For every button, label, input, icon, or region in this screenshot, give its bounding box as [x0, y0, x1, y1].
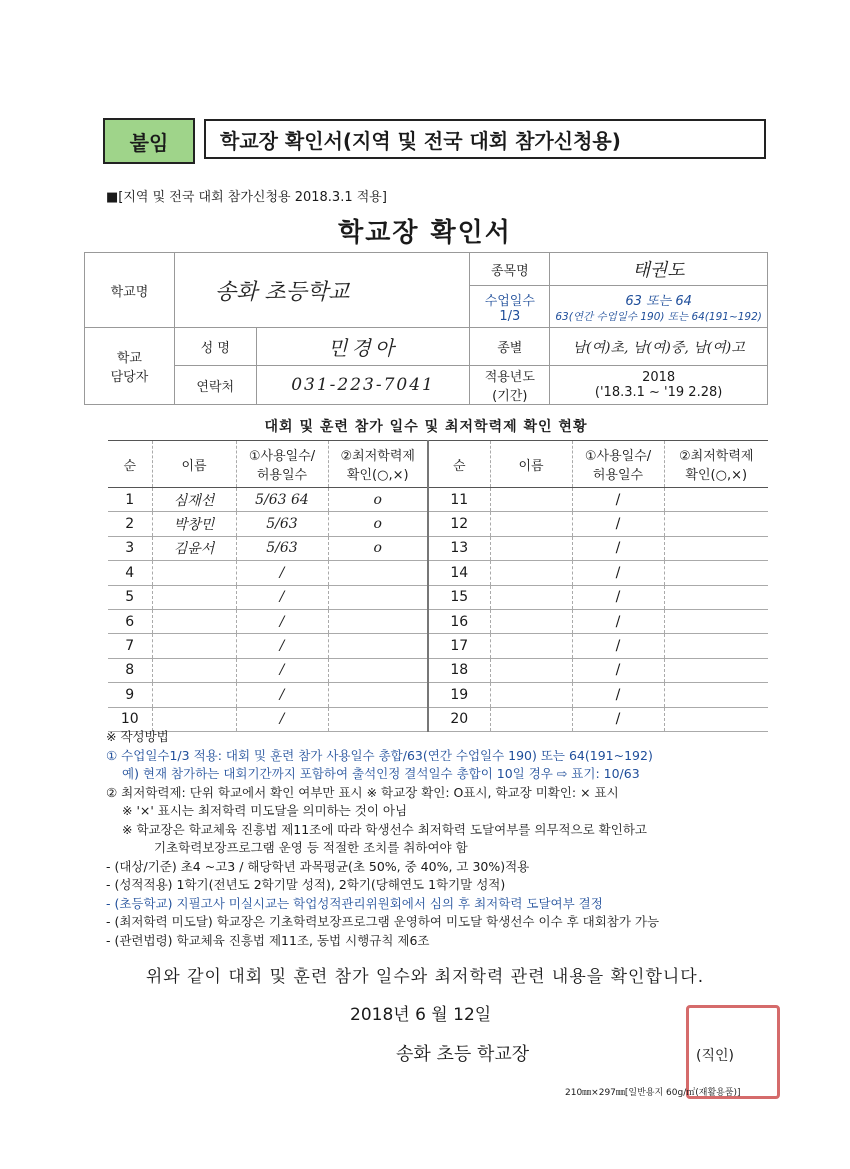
row-num: 3 — [108, 536, 152, 560]
row-num-2: 19 — [428, 683, 490, 707]
row-days: / — [236, 658, 328, 682]
col-check-2-2: 확인(○,×) — [685, 468, 748, 483]
row-num: 8 — [108, 658, 152, 682]
row-num-2: 15 — [428, 585, 490, 609]
row-num: 1 — [108, 488, 152, 512]
row-check-2 — [664, 561, 768, 585]
row-num-2: 11 — [428, 488, 490, 512]
row-days-2: / — [572, 512, 664, 536]
row-check: o — [328, 512, 428, 536]
type-value: 남(여)초, 남(여)중, 남(여)고 — [550, 328, 768, 366]
year-label-1: 적용년도 — [484, 370, 535, 385]
table-row — [108, 609, 768, 633]
participation-title: 대회 및 훈련 참가 일수 및 최저학력제 확인 현황 — [264, 419, 588, 435]
detail-5: - (관련법령) 학교체육 진흥법 제11조, 동법 시행규칙 제6조 — [106, 932, 430, 948]
row-check: o — [328, 536, 428, 560]
row-check — [328, 658, 428, 682]
row-name-2 — [490, 609, 572, 633]
name-label: 성 명 — [174, 328, 256, 366]
class-days-value — [550, 286, 768, 328]
col-days — [236, 441, 328, 488]
class-days-label-2: 1/3 — [499, 308, 521, 324]
year-label-2: (기간) — [492, 389, 528, 404]
table-row — [108, 658, 768, 682]
row-num-2: 13 — [428, 536, 490, 560]
row-check — [328, 609, 428, 633]
contact-label: 연락처 — [174, 366, 256, 405]
row-num: 4 — [108, 561, 152, 585]
row-name-2 — [490, 512, 572, 536]
row-check — [328, 561, 428, 585]
note-2b: ※ '×' 표시는 최저학력 미도달을 의미하는 것이 아님 — [122, 803, 408, 818]
col-check-2-1: ②최저학력제 — [679, 449, 754, 464]
note-1a: ① 수업일수1/3 적용: 대회 및 훈련 참가 사용일수 총합/63(연간 수업일수 190) 또는 64(191~192) — [106, 747, 653, 763]
principal-signature: 송화 초등 학교장 — [396, 1044, 530, 1065]
col-num: 순 — [108, 441, 152, 488]
col-days-2-group — [572, 441, 664, 488]
note-1b: 예) 현재 참가하는 대회기간까지 포함하여 출석인정 결석일수 총합이 10일 경우 ⇨ 표기: 10/63 — [122, 766, 640, 781]
school-value: 송화 초등학교 — [174, 253, 470, 328]
event-value: 태권도 — [550, 253, 768, 286]
row-check-2 — [664, 512, 768, 536]
attachment-tag: 붙임 — [103, 118, 195, 164]
name-value: 민경아 — [256, 328, 470, 366]
row-num: 7 — [108, 634, 152, 658]
col-num-2: 순 — [428, 441, 490, 488]
row-check-2 — [664, 488, 768, 512]
year-value-2: ('18.3.1 ~ '19 2.28) — [594, 385, 723, 400]
row-num: 6 — [108, 609, 152, 633]
row-days: / — [236, 683, 328, 707]
row-check-2 — [664, 585, 768, 609]
note-2a: ② 최저학력제: 단위 학교에서 확인 여부만 표시 ※ 학교장 확인: O표시, 학교장 미확인: × 표시 — [106, 784, 619, 800]
note-2c: ※ 학교장은 학교체육 진흥법 제11조에 따라 학생선수 최저학력 도달여부를 의무적으로 확인하고 — [122, 821, 647, 837]
col-check-2-group — [664, 441, 768, 488]
row-days: / — [236, 585, 328, 609]
row-check: o — [328, 488, 428, 512]
table-row — [108, 585, 768, 609]
table-row — [108, 512, 768, 536]
manager-label — [85, 328, 175, 405]
row-num-2: 20 — [428, 707, 490, 731]
row-num-2: 16 — [428, 609, 490, 633]
col-check — [328, 441, 428, 488]
row-days: / — [236, 634, 328, 658]
col-days-1: ①사용일수/ — [248, 449, 316, 464]
row-days-2: / — [572, 488, 664, 512]
row-num: 5 — [108, 585, 152, 609]
manager-label-1: 학교 — [116, 351, 142, 366]
row-name-2 — [490, 634, 572, 658]
row-num: 9 — [108, 683, 152, 707]
col-days-2-2: 허용일수 — [592, 468, 644, 483]
class-days-value-2: 63(연간 수업일수 190) 또는 64(191~192) — [555, 310, 762, 323]
applies-note: ■[지역 및 전국 대회 참가신청용 2018.3.1 적용] — [106, 190, 387, 205]
seal-label: (직인) — [696, 1048, 734, 1064]
row-check-2 — [664, 536, 768, 560]
col-check-1: ②최저학력제 — [340, 449, 415, 464]
row-check-2 — [664, 658, 768, 682]
detail-3: - (초등학교) 지필고사 미실시교는 학업성적관리위원회에서 심의 후 최저학력 도달여부 결정 — [106, 895, 603, 911]
document-heading: 학교장 확인서(지역 및 전국 대회 참가신청용) — [204, 119, 766, 159]
row-name-2 — [490, 488, 572, 512]
row-num-2: 14 — [428, 561, 490, 585]
row-days-2: / — [572, 658, 664, 682]
info-table — [84, 252, 768, 405]
col-days-2: 허용일수 — [256, 468, 308, 483]
row-name — [152, 561, 236, 585]
row-num-2: 18 — [428, 658, 490, 682]
school-label: 학교명 — [85, 253, 175, 328]
row-num: 2 — [108, 512, 152, 536]
row-check — [328, 634, 428, 658]
table-row — [108, 536, 768, 560]
detail-1: - (대상/기준) 초4 ~고3 / 해당학년 과목평균(초 50%, 중 40%, 고 30%)적용 — [106, 858, 530, 874]
class-days-value-1: 63 또는 64 — [625, 293, 692, 309]
row-name-2 — [490, 561, 572, 585]
paper-spec: 210㎜×297㎜[일반용지 60g/㎡(재활용품)] — [565, 1088, 741, 1098]
manager-label-2: 담당자 — [110, 370, 149, 385]
row-name — [152, 683, 236, 707]
table-row — [108, 561, 768, 585]
row-days-2: / — [572, 561, 664, 585]
row-days-2: / — [572, 707, 664, 731]
participation-table — [108, 440, 768, 732]
col-name: 이름 — [152, 441, 236, 488]
year-value-1: 2018 — [642, 370, 676, 385]
table-row — [108, 683, 768, 707]
row-days-2: / — [572, 536, 664, 560]
year-label — [470, 366, 550, 405]
row-name-2 — [490, 658, 572, 682]
issue-date: 2018년 6 월 12일 — [350, 1005, 492, 1025]
contact-value: 031-223-7041 — [256, 366, 470, 405]
row-name: 심재선 — [152, 488, 236, 512]
row-name — [152, 634, 236, 658]
row-num: 10 — [108, 707, 152, 731]
row-check-2 — [664, 683, 768, 707]
row-name: 박창민 — [152, 512, 236, 536]
event-label: 종목명 — [470, 253, 550, 286]
row-name: 김윤서 — [152, 536, 236, 560]
writing-notes — [106, 728, 786, 950]
row-days-2: / — [572, 585, 664, 609]
row-name-2 — [490, 536, 572, 560]
table-row — [108, 634, 768, 658]
row-check — [328, 585, 428, 609]
row-days: 5/63 64 — [236, 488, 328, 512]
row-days-2: / — [572, 609, 664, 633]
row-name-2 — [490, 683, 572, 707]
row-name — [152, 585, 236, 609]
row-check-2 — [664, 634, 768, 658]
col-days-2-1: ①사용일수/ — [584, 449, 652, 464]
row-days-2: / — [572, 683, 664, 707]
row-name-2 — [490, 585, 572, 609]
row-check — [328, 683, 428, 707]
type-label: 종별 — [470, 328, 550, 366]
row-days-2: / — [572, 634, 664, 658]
row-days: 5/63 — [236, 536, 328, 560]
notes-heading: ※ 작성방법 — [106, 729, 169, 744]
row-check-2 — [664, 609, 768, 633]
row-days: / — [236, 609, 328, 633]
confirm-statement: 위와 같이 대회 및 훈련 참가 일수와 최저학력 관련 내용을 확인합니다. — [145, 967, 705, 987]
detail-4: - (최저학력 미도달) 학교장은 기초학력보장프로그램 운영하여 미도달 학생선수 이수 후 대회참가 가능 — [106, 914, 660, 929]
class-days-label-1: 수업일수 — [484, 293, 535, 309]
row-days: / — [236, 707, 328, 731]
col-name-2: 이름 — [490, 441, 572, 488]
row-num-2: 17 — [428, 634, 490, 658]
row-name — [152, 609, 236, 633]
row-num-2: 12 — [428, 512, 490, 536]
page-title: 학교장 확인서 — [338, 218, 512, 248]
class-days-label — [470, 286, 550, 328]
year-value — [550, 366, 768, 405]
col-check-2: 확인(○,×) — [346, 468, 409, 483]
row-days: 5/63 — [236, 512, 328, 536]
row-name — [152, 658, 236, 682]
table-row — [108, 488, 768, 512]
note-2d: 기초학력보장프로그램 운영 등 적절한 조치를 취하여야 함 — [154, 840, 468, 855]
row-days: / — [236, 561, 328, 585]
detail-2: - (성적적용) 1학기(전년도 2학기말 성적), 2학기(당해연도 1학기말 성적) — [106, 877, 506, 892]
